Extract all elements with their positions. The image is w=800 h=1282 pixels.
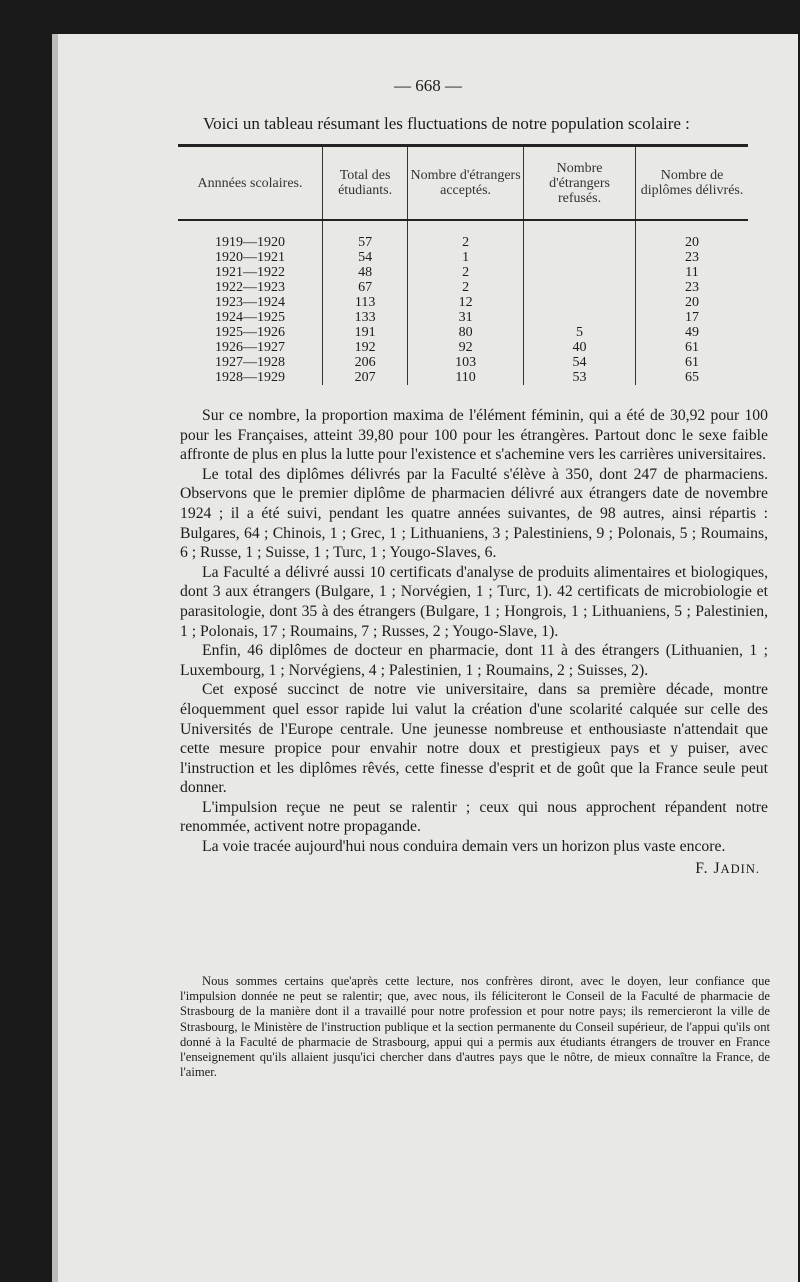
table-cell: 2 xyxy=(408,280,524,295)
footnote xyxy=(180,974,770,1080)
enrollment-table xyxy=(178,144,748,385)
paragraph: La voie tracée aujourd'hui nous conduira demain vers un horizon plus vaste encore. xyxy=(202,838,726,856)
table-cell xyxy=(523,220,635,250)
table-row xyxy=(178,370,748,385)
table-cell xyxy=(523,250,635,265)
footnote-text: Nous sommes certains que'après cette lecture, nos confrères diront, avec le doyen, leur confiance que l'impulsion donnée ne peut se ralentir; que, avec nous, ils féliciteront le Conseil de la Faculté de pharmacie de Strasbourg de la manière dont il a travaillé pour notre profession et pour notre pays; ils remercieront la ville de Strasbourg, le Ministère de l'instruction publique et la section permanente du Conseil supérieur, de l'appui qu'ils ont donné à la Faculté de pharmacie de Strasbourg, appui qui a permis aux étudiants étrangers de trouver en France l'enseignement qu'ils allaient jusqu'ici chercher dans d'autres pays que le nôtre, de mieux connaître la France, de l'aimer. xyxy=(180,974,770,1080)
table-cell: 57 xyxy=(323,220,408,250)
paragraph: Enfin, 46 diplômes de docteur en pharmacie, dont 11 à des étrangers (Lithuanien, 1 ; Luxembourg, 1 ; Norvégiens, 4 ; Palestinien, 1 ; Roumains, 2 ; Suisses, 2). xyxy=(180,642,768,679)
table-cell: 80 xyxy=(408,325,524,340)
table-row xyxy=(178,250,748,265)
column-header: Nombre d'étrangers refusés. xyxy=(523,146,635,221)
column-header: Annnées scolaires. xyxy=(197,175,303,191)
paragraph: Le total des diplômes délivrés par la Faculté s'élève à 350, dont 247 de pharmaciens. Observons que le premier diplôme de pharmacien délivré aux étrangers date de novembre 1924 ; il a été suivi, pendant les quatre années suivantes, de 98 autres, ainsi répartis : Bulgares, 64 ; Chinois, 1 ; Grec, 1 ; Lithuaniens, 3 ; Palestiniens, 9 ; Polonais, 5 ; Roumains, 6 ; Russe, 1 ; Suisse, 1 ; Turc, 1 ; Yougo-Slaves, 6. xyxy=(180,465,768,562)
table-row xyxy=(178,280,748,295)
table-cell: 92 xyxy=(408,340,524,355)
table-body xyxy=(178,220,748,385)
signature-initial: F. J xyxy=(695,859,721,877)
table-row xyxy=(178,220,748,250)
table-cell: 1922—1923 xyxy=(215,280,285,295)
table-cell: 23 xyxy=(636,280,748,295)
signature xyxy=(180,859,768,880)
table-cell: 20 xyxy=(636,220,748,250)
column-header: Total des étudiants. xyxy=(323,146,408,221)
table-row xyxy=(178,355,748,370)
paragraph: Sur ce nombre, la proportion maxima de l'élément féminin, qui a été de 30,92 pour 100 pour les Françaises, atteint 39,80 pour 100 pour les étrangères. Partout donc le sexe faible affronte de plus en plus la lutte pour l'existence et s'achemine vers les carrières universitaires. xyxy=(180,407,768,464)
table-cell: 1926—1927 xyxy=(215,340,285,355)
table-cell: 1927—1928 xyxy=(215,355,285,370)
table-cell xyxy=(523,310,635,325)
table-cell: 1919—1920 xyxy=(215,235,285,250)
table-cell: 2 xyxy=(408,265,524,280)
signature-rest: ADIN. xyxy=(720,861,760,876)
table-row xyxy=(178,310,748,325)
table-cell: 207 xyxy=(323,370,408,385)
table-cell: 54 xyxy=(323,250,408,265)
table-cell: 5 xyxy=(523,325,635,340)
column-header: Nombre de diplômes délivrés. xyxy=(636,146,748,221)
column-header: Nombre d'étrangers acceptés. xyxy=(408,146,524,221)
table-header-row xyxy=(178,146,748,221)
body-text xyxy=(180,406,768,879)
intro-sentence: Voici un tableau résumant les fluctuations de notre population scolaire : xyxy=(203,114,690,133)
paragraph: L'impulsion reçue ne peut se ralentir ; ceux qui nous approchent répandent notre renommée, activent notre propagande. xyxy=(180,798,768,836)
table-cell: 31 xyxy=(408,310,524,325)
table-cell: 12 xyxy=(408,295,524,310)
table-cell: 1 xyxy=(408,250,524,265)
paragraph: La Faculté a délivré aussi 10 certificats d'analyse de produits alimentaires et biologiques, dont 3 aux étrangers (Bulgare, 1 ; Norvégien, 1 ; Turc, 1). 42 certificats de microbiologie et parasitologie, dont 35 à des étrangers (Bulgare, 1 ; Hongrois, 1 ; Lithuaniens, 5 ; Palestinien, 1 ; Polonais, 17 ; Roumains, 7 ; Russes, 2 ; Yougo-Slave, 1). xyxy=(180,563,768,640)
table-cell: 67 xyxy=(323,280,408,295)
table-cell xyxy=(523,265,635,280)
table-cell: 48 xyxy=(323,265,408,280)
table-cell: 54 xyxy=(523,355,635,370)
table-cell: 17 xyxy=(636,310,748,325)
page-number: — 668 — xyxy=(394,76,462,95)
table-cell: 1923—1924 xyxy=(215,295,285,310)
table-cell: 1924—1925 xyxy=(215,310,285,325)
table-cell: 1921—1922 xyxy=(215,265,285,280)
table-cell: 192 xyxy=(323,340,408,355)
table-cell: 1925—1926 xyxy=(215,325,285,340)
table-cell: 61 xyxy=(636,340,748,355)
table-row xyxy=(178,325,748,340)
table-cell: 110 xyxy=(408,370,524,385)
paragraph: Cet exposé succinct de notre vie universitaire, dans sa première décade, montre éloquemment quel essor rapide lui valut la création d'une scolarité calquée sur celle des Universités de l'Europe centrale. Une jeunesse nombreuse et enthousiaste n'attendait que cette mesure propice pour envahir notre doux et prestigieux pays et y puiser, avec l'instruction et les diplômes rêvés, cette finesse d'esprit et de goût que la France seule peut donner. xyxy=(180,681,768,797)
table-cell: 191 xyxy=(323,325,408,340)
table-cell: 20 xyxy=(636,295,748,310)
table-cell: 103 xyxy=(408,355,524,370)
table-cell: 113 xyxy=(323,295,408,310)
table-cell xyxy=(523,280,635,295)
table-cell: 2 xyxy=(408,220,524,250)
table-row xyxy=(178,295,748,310)
table-cell: 11 xyxy=(636,265,748,280)
table-cell: 206 xyxy=(323,355,408,370)
table-cell: 53 xyxy=(523,370,635,385)
table-cell: 133 xyxy=(323,310,408,325)
document-page xyxy=(52,34,798,1282)
table-cell: 1920—1921 xyxy=(215,250,285,265)
table-cell: 61 xyxy=(636,355,748,370)
table-cell xyxy=(523,295,635,310)
table-cell: 23 xyxy=(636,250,748,265)
table-cell: 40 xyxy=(523,340,635,355)
table-cell: 49 xyxy=(636,325,748,340)
table-cell: 1928—1929 xyxy=(215,370,285,385)
table-cell: 65 xyxy=(636,370,748,385)
table-row xyxy=(178,265,748,280)
table-row xyxy=(178,340,748,355)
